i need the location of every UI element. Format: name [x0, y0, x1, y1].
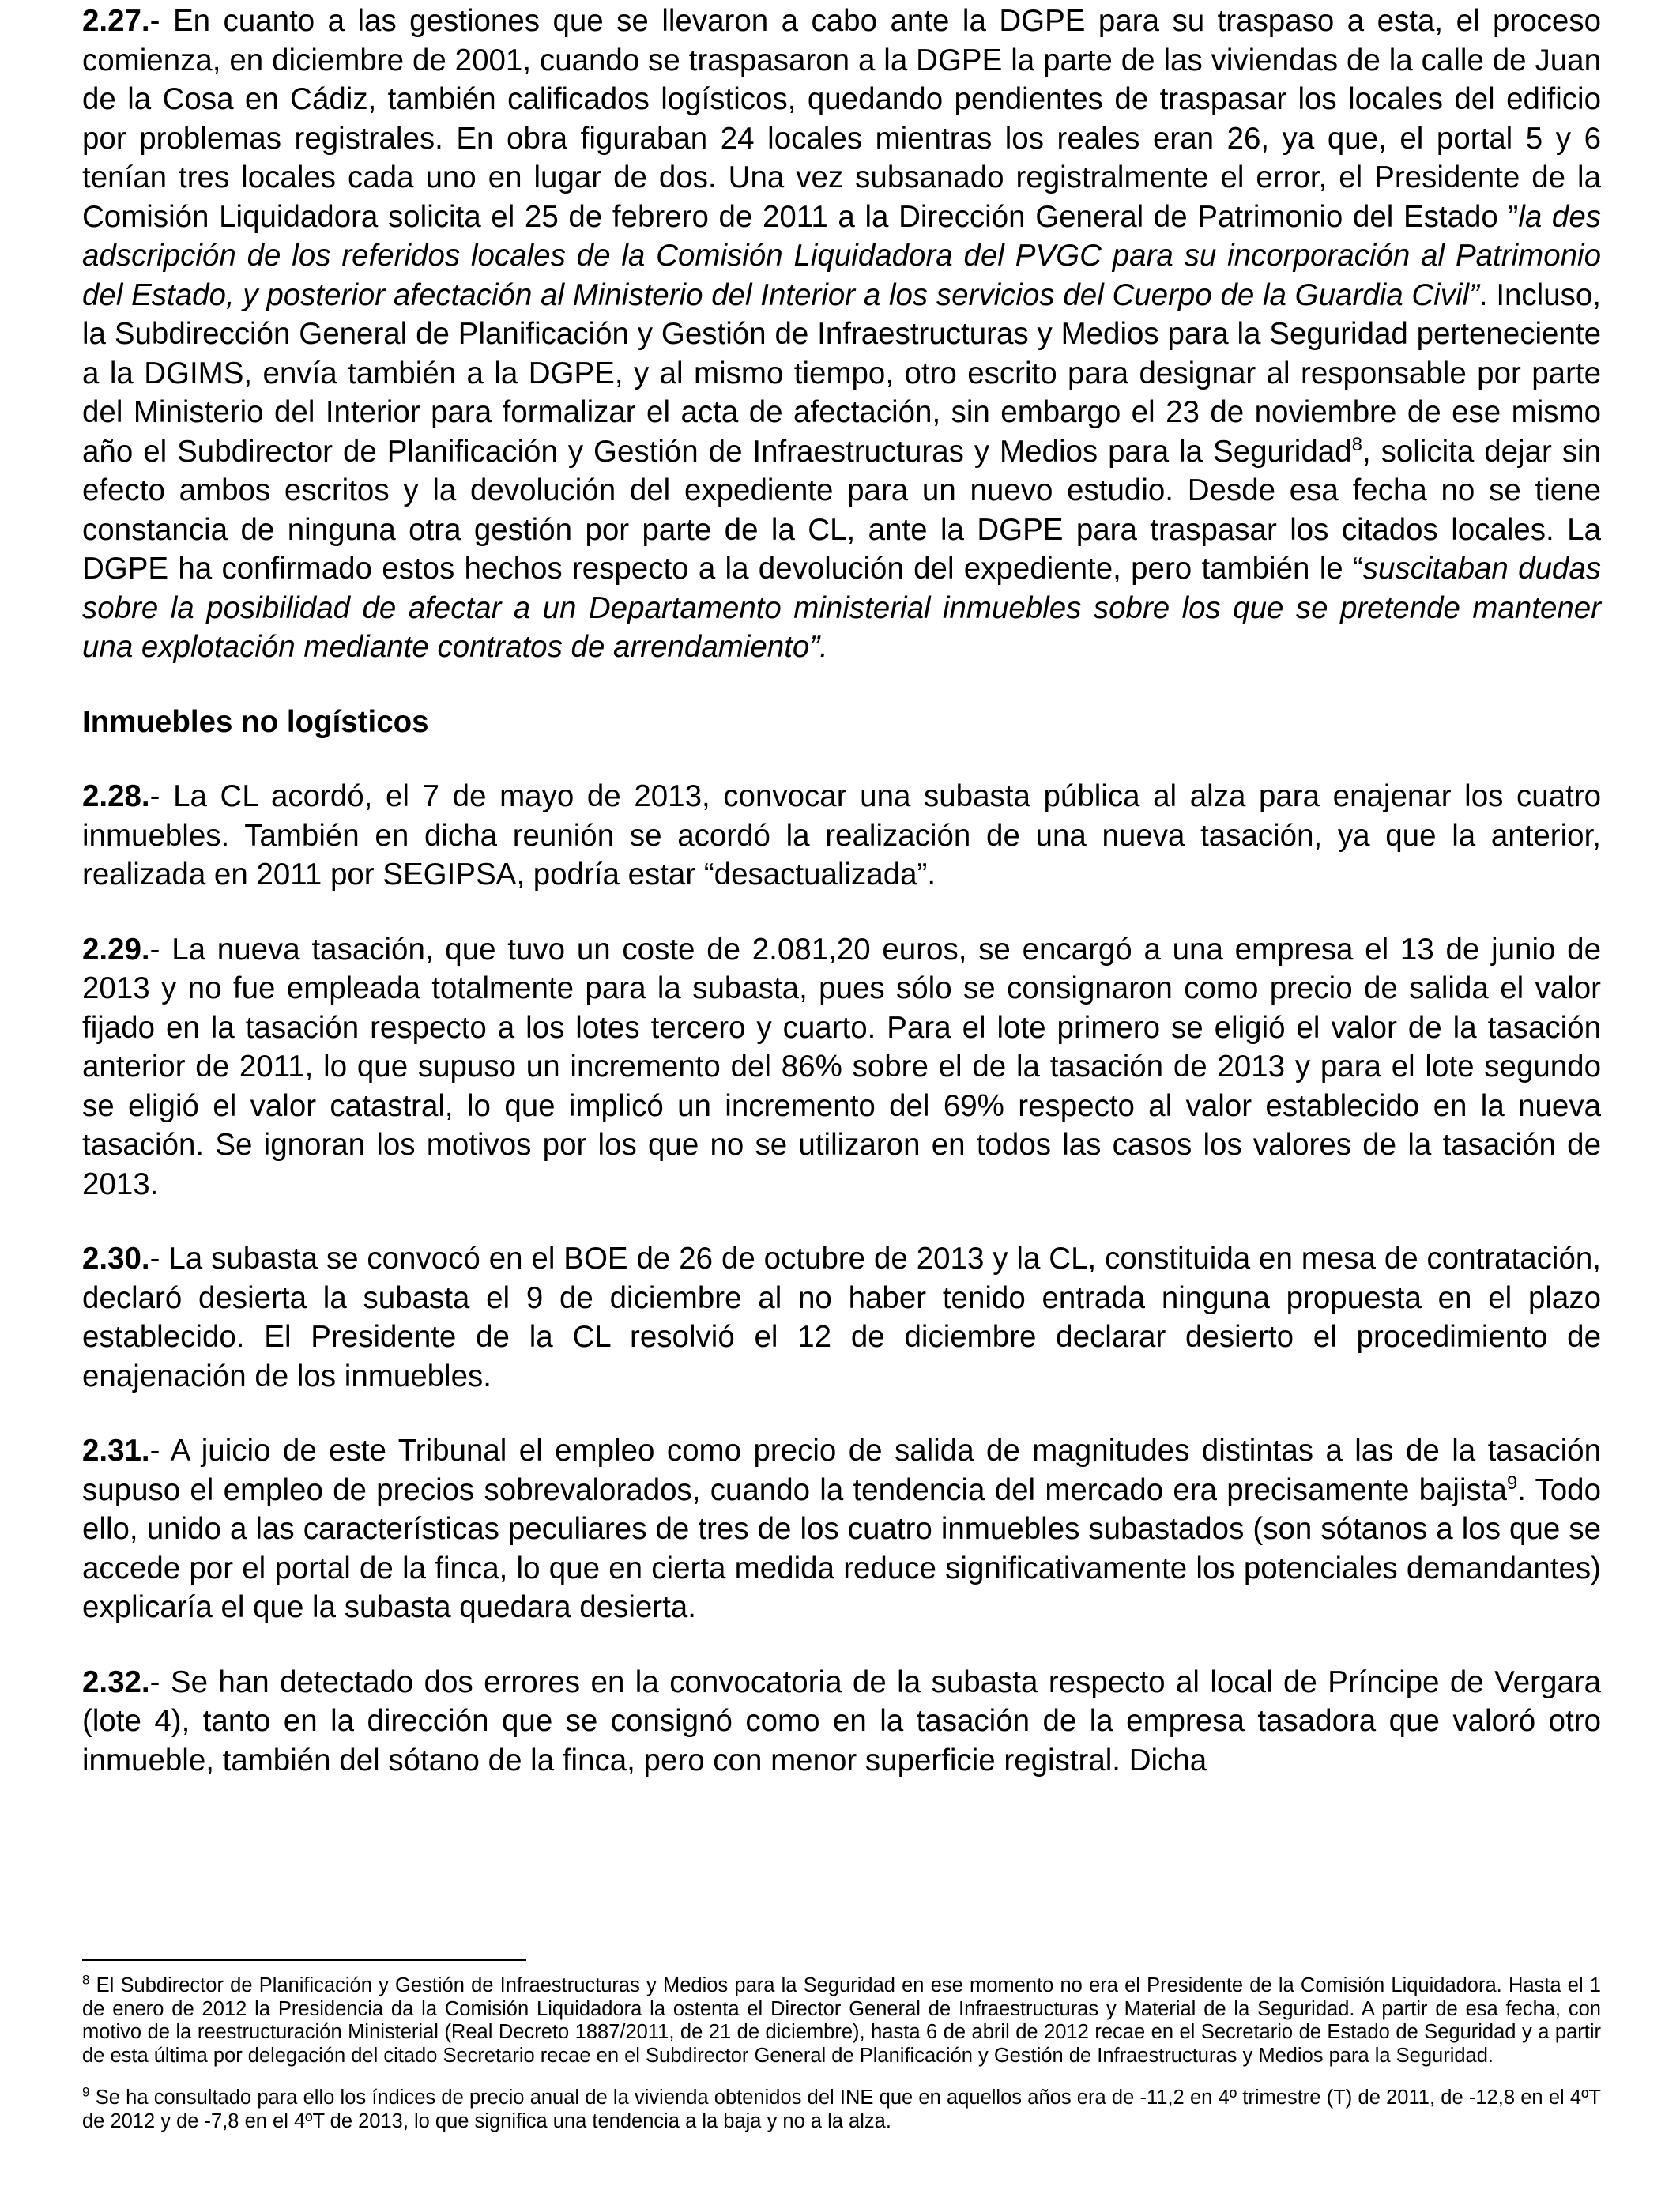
paragraph-2-27 [82, 0, 1601, 667]
paragraph-text: - La CL acordó, el 7 de mayo de 2013, convocar una subasta pública al alza para enajenar los cuatro inmuebles. También en dicha reunión se acordó la realización de una nueva tasación, ya que la anterior, realizada en 2011 por SEGIPSA, podría estar “desactualizada”. [82, 779, 1601, 892]
footnote-reference-8[interactable]: 8 [1351, 433, 1362, 455]
document-body [82, 0, 1601, 1780]
paragraph-2-30 [82, 1239, 1601, 1396]
section-heading: Inmuebles no logísticos [82, 704, 429, 739]
footnote-reference-9[interactable]: 9 [1506, 1472, 1518, 1494]
paragraph-number: 2.31. [82, 1434, 150, 1468]
quoted-text: la des adscripción de los referidos locales de la Comisión Liquidadora del PVGC para su incorporación al Patrimonio del Estado, y posterior afectación al Ministerio del Interior a los servicios del Cuerpo de la Guardia Civil” [82, 199, 1601, 312]
paragraph-text: - La subasta se convocó en el BOE de 26 de octubre de 2013 y la CL, constituida en mesa de contratación, declaró desierta la subasta el 9 de diciembre al no haber tenido entrada ninguna propuesta en el plazo establecido. El Presidente de la CL resolvió el 12 de diciembre declarar desierto el procedimiento de enajenación de los inmuebles. [82, 1242, 1601, 1393]
paragraph-number: 2.29. [82, 932, 150, 967]
paragraph-2-29 [82, 930, 1601, 1204]
footnote-separator [82, 1959, 526, 1961]
footnote-mark: 8 [82, 1972, 90, 1988]
paragraph-2-31 [82, 1431, 1601, 1627]
paragraph-2-32 [82, 1663, 1601, 1781]
footnotes [82, 1974, 1601, 2133]
paragraph-number: 2.30. [82, 1242, 150, 1276]
footnote-9 [82, 2084, 1601, 2133]
paragraph-2-28 [82, 777, 1601, 895]
paragraph-number: 2.28. [82, 779, 150, 813]
footnote-mark: 9 [82, 2084, 90, 2100]
paragraph-number: 2.27. [82, 4, 150, 38]
paragraph-text: . Incluso, la Subdirección General de Planificación y Gestión de Infraestructuras y Medios para la Seguridad perteneciente a la DGIMS, envía también a la DGPE, y al mismo tiempo, otro escrito para designar al responsable por parte del Ministerio del Interior para formalizar el acta de afectación, sin embargo el 23 de noviembre de ese mismo año el Subdirector de Planificación y Gestión de Infraestructuras y Medios para la Seguridad [82, 277, 1602, 469]
paragraph-text: - A juicio de este Tribunal el empleo como precio de salida de magnitudes distintas a las de la tasación supuso el empleo de precios sobrevalorados, cuando la tendencia del mercado era precisamente bajista [82, 1434, 1601, 1507]
footnote-text: Se ha consultado para ello los índices de precio anual de la vivienda obtenidos del INE que en aquellos años era de -11,2 en 4º trimestre (T) de 2011, de -12,8 en el 4ºT de 2012 y de -7,8 en el 4ºT de 2013, lo que significa una tendencia a la baja y no a la alza. [82, 2087, 1601, 2132]
paragraph-text: . Todo ello, unido a las características peculiares de tres de los cuatro inmuebles subastados (son sótanos a los que se accede por el portal de la finca, lo que en cierta medida reduce significativamente los potenciales demandantes) explicaría el que la subasta quedara desierta. [82, 1472, 1601, 1624]
paragraph-text: - Se han detectado dos errores en la convocatoria de la subasta respecto al local de Príncipe de Vergara (lote 4), tanto en la dirección que se consignó como en la tasación de la empresa tasadora que valoró otro inmueble, también del sótano de la finca, pero con menor superficie registral. Dicha [82, 1664, 1601, 1777]
quoted-text: suscitaban dudas sobre la posibilidad de afectar a un Departamento ministerial inmuebles sobre los que se pretende mantener una explotación mediante contratos de arrendamiento”. [82, 552, 1601, 664]
paragraph-text: - La nueva tasación, que tuvo un coste de 2.081,20 euros, se encargó a una empresa el 13 de junio de 2013 y no fue empleada totalmente para la subasta, pues sólo se consignaron como precio de salida el valor fijado en la tasación respecto a los lotes tercero y cuarto. Para el lote primero se eligió el valor de la tasación anterior de 2011, lo que supuso un incremento del 86% sobre el de la tasación de 2013 y para el lote segundo se eligió el valor catastral, lo que implicó un incremento del 69% respecto al valor establecido en la nueva tasación. Se ignoran los motivos por los que no se utilizaron en todos las casos los valores de la tasación de 2013. [82, 932, 1601, 1201]
paragraph-text: - En cuanto a las gestiones que se llevaron a cabo ante la DGPE para su traspaso a esta, el proceso comienza, en diciembre de 2001, cuando se traspasaron a la DGPE la parte de las viviendas de la calle de Juan de la Cosa en Cádiz, también calificados logísticos, quedando pendientes de traspasar los locales del edificio por problemas registrales. En obra figuraban 24 locales mientras los reales eran 26, ya que, el portal 5 y 6 tenían tres locales cada uno en lugar de dos. Una vez subsanado registralmente el error, el Presidente de la Comisión Liquidadora solicita el 25 de febrero de 2011 a la Dirección General de Patrimonio del Estado ” [82, 4, 1601, 234]
footnote-text: El Subdirector de Planificación y Gestión de Infraestructuras y Medios para la Seguridad en ese momento no era el Presidente de la Comisión Liquidadora. Hasta el 1 de enero de 2012 la Presidencia da la Comisión Liquidadora la ostenta el Director General de Infraestructuras y Material de la Seguridad. A partir de esa fecha, con motivo de la reestructuración Ministerial (Real Decreto 1887/2011, de 21 de diciembre), hasta 6 de abril de 2012 recae en el Secretario de Estado de Seguridad y a partir de esta última por delegación del citado Secretario recae en el Subdirector General de Planificación y Gestión de Infraestructuras y Medios para la Seguridad. [82, 1974, 1601, 2067]
paragraph-number: 2.32. [82, 1664, 150, 1699]
paragraph-text: , solicita dejar sin efecto ambos escritos y la devolución del expediente para un nuevo estudio. Desde esa fecha no se tiene constancia de ninguna otra gestión por parte de la CL, ante la DGPE para traspasar los citados locales. La DGPE ha confirmado estos hechos respecto a la devolución del expediente, pero también le “ [82, 434, 1601, 586]
footnote-8 [82, 1974, 1601, 2068]
